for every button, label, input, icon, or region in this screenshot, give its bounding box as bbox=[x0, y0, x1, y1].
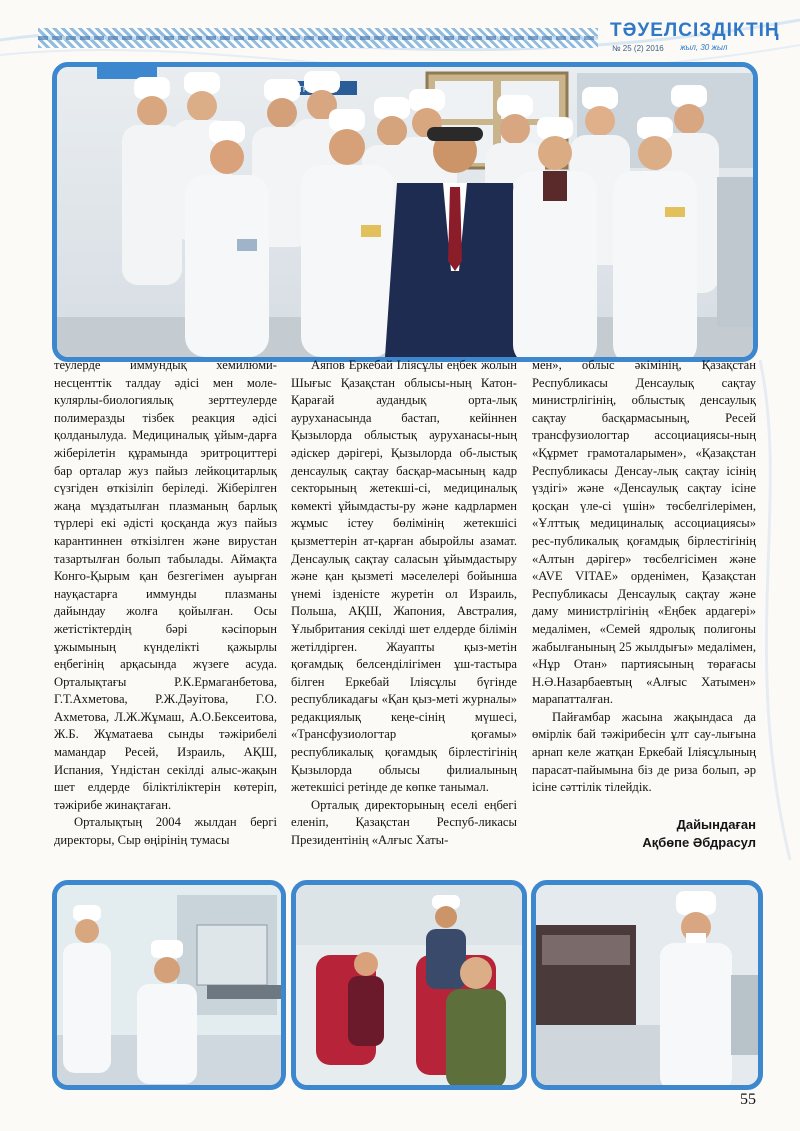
magazine-brand bbox=[610, 20, 800, 56]
article-column-3 bbox=[532, 357, 756, 797]
column-2-paragraph-1: Аяпов Еркебай Іліясұлы еңбек жолын Шығыс Қазақстан облысы-ның Катон-Қарағай аудандық орта-лық ауруханасында бастап, кейіннен Қызылорда облыстық ауруханасы-ның әдіскер дәрігері, Қызылорда об-лыстық денсаулық сақтау басқар-масының кадр секторының жетекші-сі, медициналық көмекті ұйымдасты-ру және кадрлармен жұмыс істеу бөлімінің жетекшісі қызметтерін ат-қарған абыройлы азамат. Денсаулық сақтау саласын ұйымдастыру және қан қызметі мәселелері бойынша үнемі ізденісте журетін ол Израиль, Польша, АҚШ, Жапония, Австралия, Ұлыбритания секілді шет елдерде білімін жетілдірген. Жауапты қыз-метін қоғамдық белсенділігімен ұш-тастыра білген Еркебай Іліясұлы бүгінде республикадағы «Қан қыз-меті журналы» редакциялық кеңе-сінің мүшесі, «Трансфузиологтар қоғамы» республикалық қоғамдық бірлестігінің Қызылорда облысы филиалының жетекшісі ретінде де көпке танымал. bbox=[291, 358, 517, 795]
magazine-title: ТӘУЕЛСІЗДІКТІҢ bbox=[610, 20, 780, 41]
group-photo-illustration bbox=[57, 67, 753, 357]
byline-label: Дайындаған bbox=[676, 817, 756, 832]
lab-photo-computer-illustration bbox=[57, 885, 281, 1085]
column-1-paragraph-2: Орталықтың 2004 жылдан бергі директоры, Сыр өңірінің тумасы bbox=[54, 815, 277, 848]
column-2-paragraph-2: Орталық директорының еселі еңбегі еленіп, Қазақстан Респуб-ликасы Президентінің «Алғыс Хаты- bbox=[291, 797, 517, 848]
lab-photo-computer bbox=[52, 880, 286, 1090]
article-column-1 bbox=[54, 357, 277, 850]
donor-photo-illustration bbox=[296, 885, 522, 1085]
column-3-paragraph-1: мен», облыс әкімінің, Қазақстан Республикасы Денсаулық сақтау министрлігінің, облыстық денсаулық сақтау басқармасының, Ресей трансфузиологтар ассоциациясы-ның «Құрмет грамоталарымен», «Қазақстан Республикасы Денсау-лық сақтау ісінің үздігі» және «Денсаулық сақтау ісіне қосқан үле-сі үшін» төсбелгілерімен, «Ұлттық медициналық ассоциациясы» рес-публикалық қоғамдық бірлестігінің «Алтын дәрігер» төсбелгісімен және «AVE VITAE» орденімен, Қазақстан Республикасы Денсаулық сақтау және даму министрлігінің «Еңбек ардагері» медалімен, «Семей ядролық полигоны жабылғанының 25 жылдығы» медалімен, «Нұр Отан» партиясының төрағасы Н.Ә.Назарбаевтың «Алғыс Хатымен» марапатталған. bbox=[532, 358, 756, 707]
page-number: 55 bbox=[740, 1091, 756, 1108]
page-header bbox=[38, 0, 800, 60]
ornament-band bbox=[38, 28, 598, 48]
issue-number: № 25 (2) 2016 bbox=[612, 44, 664, 53]
lab-photo-equipment bbox=[531, 880, 763, 1090]
lab-photo-equipment-illustration bbox=[536, 885, 758, 1085]
article-column-2 bbox=[291, 357, 517, 850]
byline bbox=[642, 816, 756, 852]
magazine-tagline: жыл, 30 жыл bbox=[680, 43, 728, 52]
byline-author: Ақбөпе Әбдрасул bbox=[642, 835, 756, 850]
group-photo bbox=[52, 62, 758, 362]
donor-photo bbox=[291, 880, 527, 1090]
column-3-paragraph-2: Пайғамбар жасына жақындаса да өмірлік бай тәжірибесін ұлт сау-лығына арнап келе жатқан Еркебай Іліясұлының парасат-пайымына біз де риза болып, әр ісіне сәттілік тілейдік. bbox=[532, 709, 756, 795]
column-1-paragraph-1: теулерде иммундық хемилюми-несценттік талдау әдісі мен моле-кулярлы-биологиялық зерттеулерде полимеразды тізбек реакция әдісі қолданылуда. Медициналық ұйым-дарға жіберілетін құрамында эритроциттері бар орталар жуз пайыз лейкоцитарлық сүзгіден өткізіліп беріледі. Жіберілген жаңа мұздатылған плазманың барлық түрлері екі әдісті қосқанда жуз пайыз карантиннен өткізілген және вирустан тазартылған болып табылады. Аймақта Конго-Қырым қан безгегімен ауырған науқастарға иммунды плазманы дайындау жолға қойылған. Осы жетістіктердің бәрі кәсіпорын ұжымының күнделікті қажырлы еңбегінің арқасында жүзеге асуда. Орталықтағы Р.К.Ермаганбетова, Г.Т.Ахметова, Р.Ж.Дәуітова, Г.О. Ахметова, Л.Ж.Жұмаш, А.О.Бексеитова, Ж.Б. Жұматаева сынды тәжірибелі мамандар Ресей, Израиль, АҚШ, Испания, Үндістан секілді алыс-жақын шет елдерде біліктіліктерін көтеріп, тәжірибе жинақтаған. bbox=[54, 358, 277, 812]
